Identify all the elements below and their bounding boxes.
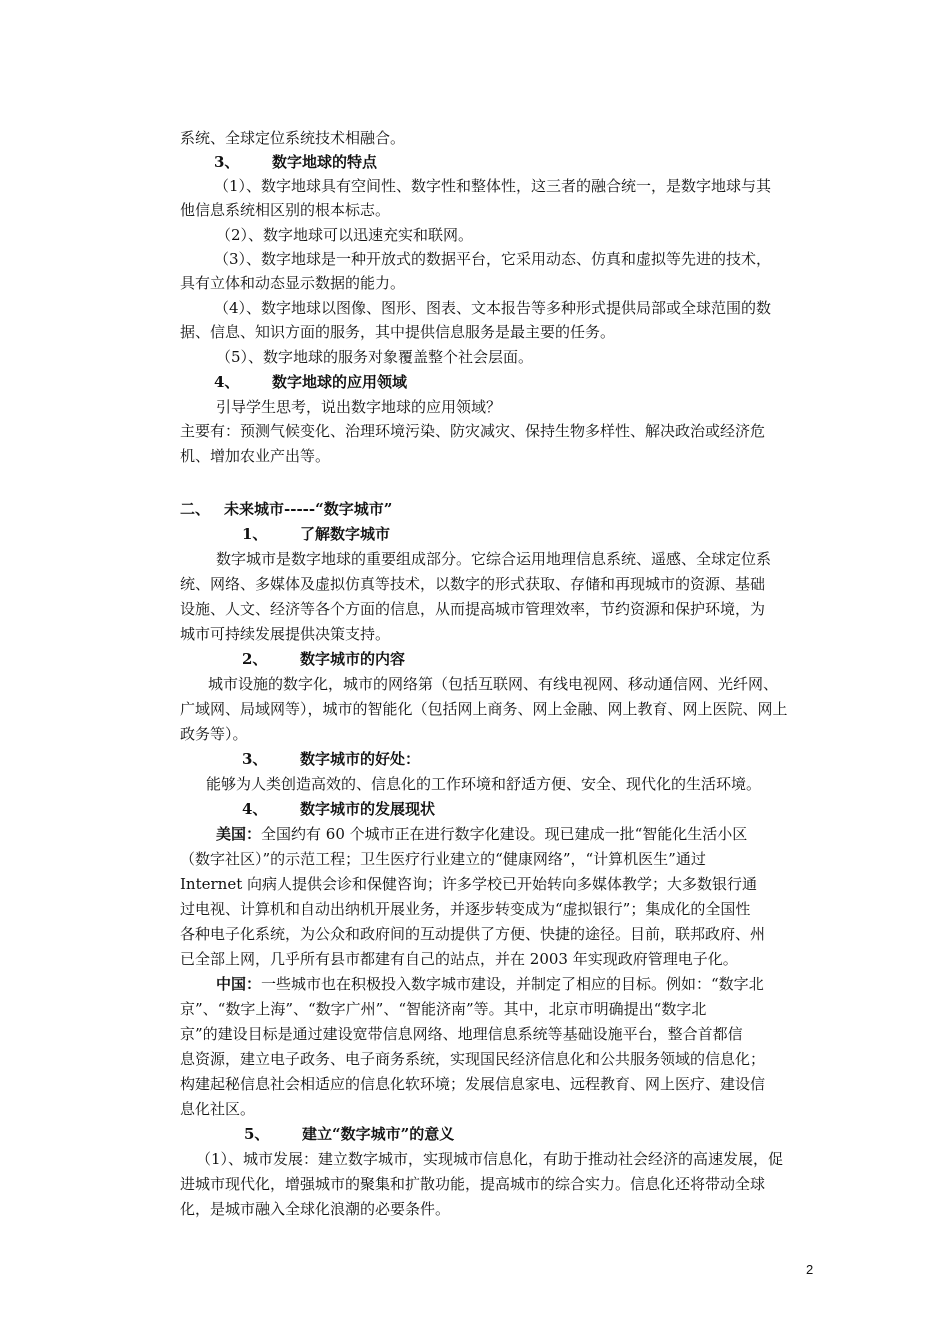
paragraph-line: Internet 向病人提供会诊和保健咨询；许多学校已开始转向多媒体教学；大多数银行通	[180, 875, 757, 893]
heading-understand	[180, 522, 820, 546]
paragraph-line: （1）、城市发展：建立数字城市，实现城市信息化，有助于推动社会经济的高速发展，促	[196, 1150, 784, 1168]
paragraph-line: 构建起秘信息社会相适应的信息化软环境；发展信息家电、远程教育、网上医疗、建设信	[180, 1075, 766, 1093]
country-label: 中国：	[216, 975, 262, 993]
heading-number: 1、	[242, 525, 268, 543]
paragraph-line: 数字城市是数字地球的重要组成部分。它综合运用地理信息系统、遥感、全球定位系	[216, 550, 772, 568]
paragraph-line: 息化社区。	[180, 1100, 256, 1118]
paragraph-line: 机、增加农业产出等。	[180, 447, 331, 465]
paragraph-usa	[180, 822, 820, 846]
heading-number: 2、	[242, 650, 268, 668]
section-number: 二、	[180, 500, 211, 518]
paragraph-line: 系统、全球定位系统技术相融合。	[180, 129, 406, 147]
heading-number: 3、	[214, 153, 240, 171]
paragraph-line: 化，是城市融入全球化浪潮的必要条件。	[180, 1200, 451, 1218]
heading-title: 了解数字城市	[300, 525, 391, 543]
heading-number: 4、	[214, 373, 240, 391]
heading-title: 建立“数字城市”的意义	[302, 1125, 455, 1143]
heading-title: 数字地球的应用领域	[272, 373, 408, 391]
paragraph-line: （4）、数字地球以图像、图形、图表、文本报告等多种形式提供局部或全球范围的数	[214, 299, 772, 317]
paragraph-line: 京”、“数字上海”、“数字广州”、“智能济南”等。其中，北京市明确提出“数字北	[180, 1000, 707, 1018]
heading-number: 4、	[242, 800, 268, 818]
country-label: 美国：	[216, 825, 262, 843]
paragraph-line: 据、信息、知识方面的服务，其中提供信息服务是最主要的任务。	[180, 323, 616, 341]
paragraph-line: 城市可持续发展提供决策支持。	[180, 625, 391, 643]
heading-title: 数字地球的特点	[272, 153, 378, 171]
paragraph-line: 统、网络、多媒体及虚拟仿真等技术，以数字的形式获取、存储和再现城市的资源、基础	[180, 575, 766, 593]
paragraph-line: 进城市现代化，增强城市的聚集和扩散功能，提高城市的综合实力。信息化还将带动全球	[180, 1175, 766, 1193]
paragraph-line: 主要有：预测气候变化、治理环境污染、防灾减灾、保持生物多样性、解决政治或经济危	[180, 422, 766, 440]
heading-title: 数字城市的内容	[300, 650, 406, 668]
paragraph-line: 广域网、局域网等），城市的智能化（包括网上商务、网上金融、网上教育、网上医院、网上	[180, 700, 788, 718]
paragraph-text: 全国约有 60 个城市正在进行数字化建设。现已建成一批“智能化生活小区	[261, 825, 748, 843]
paragraph-line: （5）、数字地球的服务对象覆盖整个社会层面。	[216, 348, 534, 366]
heading-number: 5、	[244, 1125, 270, 1143]
paragraph-line: 政务等）。	[180, 725, 248, 743]
paragraph-line: 息资源，建立电子政务、电子商务系统，实现国民经济信息化和公共服务领域的信息化；	[180, 1050, 766, 1068]
paragraph-line: 能够为人类创造高效的、信息化的工作环境和舒适方便、安全、现代化的生活环境。	[206, 775, 762, 793]
paragraph-line: 具有立体和动态显示数据的能力。	[180, 274, 406, 292]
heading-features	[180, 150, 820, 174]
heading-benefits	[180, 747, 820, 771]
heading-applications	[180, 370, 820, 394]
heading-title: 数字城市的好处：	[300, 750, 421, 768]
heading-significance	[180, 1122, 820, 1146]
heading-content	[180, 647, 820, 671]
paragraph-line: （1）、数字地球具有空间性、数字性和整体性，这三者的融合统一，是数字地球与其	[214, 177, 772, 195]
section-title: 未来城市-----“数字城市”	[224, 500, 393, 518]
paragraph-line: （3）、数字地球是一种开放式的数据平台，它采用动态、仿真和虚拟等先进的技术，	[214, 250, 772, 268]
heading-number: 3、	[242, 750, 268, 768]
paragraph-line: 他信息系统相区别的根本标志。	[180, 201, 391, 219]
paragraph-line: 设施、人文、经济等各个方面的信息，从而提高城市管理效率，节约资源和保护环境，为	[180, 600, 766, 618]
paragraph-text: 一些城市也在积极投入数字城市建设，并制定了相应的目标。例如：“数字北	[261, 975, 764, 993]
paragraph-line: 过电视、计算机和自动出纳机开展业务，并逐步转变成为“虚拟银行”；集成化的全国性	[180, 900, 751, 918]
paragraph-line: （数字社区）”的示范工程；卫生医疗行业建立的“健康网络”，“计算机医生”通过	[180, 850, 706, 868]
heading-status	[180, 797, 820, 821]
page-number: 2	[806, 1262, 814, 1277]
paragraph-china	[180, 972, 820, 996]
heading-title: 数字城市的发展现状	[300, 800, 436, 818]
paragraph-line: 城市设施的数字化，城市的网络第（包括互联网、有线电视网、移动通信网、光纤网、	[208, 675, 779, 693]
paragraph-line: 引导学生思考，说出数字地球的应用领域？	[216, 398, 502, 416]
section-heading-digital-city	[180, 497, 820, 521]
paragraph-line: 京”的建设目标是通过建设宽带信息网络、地理信息系统等基础设施平台，整合首都信	[180, 1025, 743, 1043]
paragraph-line: 各种电子化系统，为公众和政府间的互动提供了方便、快捷的途径。目前，联邦政府、州	[180, 925, 766, 943]
paragraph-line: （2）、数字地球可以迅速充实和联网。	[216, 226, 474, 244]
paragraph-line: 已全部上网，几乎所有县市都建有自己的站点，并在 2003 年实现政府管理电子化。	[180, 950, 738, 968]
